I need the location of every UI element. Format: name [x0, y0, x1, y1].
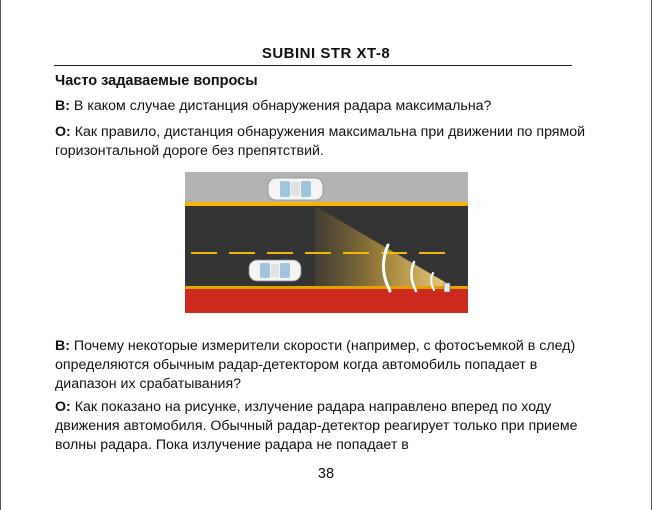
answer-label: О: [55, 124, 71, 140]
car-on-shoulder [268, 178, 323, 200]
lower-red-band [185, 289, 468, 313]
question-text: Почему некоторые измерители скорости (например, с фотосъемкой в след) определяются обычным радар-детектором когда автомобиль попадает в диапазон их срабатывания? [55, 338, 576, 392]
header-rule [54, 65, 572, 66]
answer-text: Как правило, дистанция обнаружения максимальна при движении по прямой горизонтальной дороге без препятствий. [55, 124, 586, 159]
question-2 [55, 337, 600, 394]
question-1 [55, 97, 600, 116]
section-title: Часто задаваемые вопросы [55, 73, 258, 89]
lane-markings [191, 252, 445, 254]
document-header-title: SUBINI STR XT-8 [261, 45, 391, 62]
page-border-left [0, 0, 1, 510]
radar-road-illustration [185, 172, 468, 313]
answer-text: Как показано на рисунке, излучение радара направлено вперед по ходу движения автомобиля. Обычный радар-детектор реагирует только при приеме волны радара. Пока излучение радара не попадает в [55, 399, 578, 453]
answer-1 [55, 123, 600, 161]
answer-label: О: [55, 399, 71, 415]
question-text: В каком случае дистанция обнаружения радара максимальна? [69, 98, 492, 114]
upper-curb-line [185, 202, 468, 206]
answer-2 [55, 398, 600, 455]
page-number: 38 [317, 466, 335, 482]
upper-shoulder [185, 172, 468, 202]
lower-curb-line [185, 286, 468, 289]
question-label: В: [55, 98, 70, 114]
question-label: В: [55, 338, 70, 354]
radar-device [444, 283, 450, 292]
car-on-road [249, 260, 301, 281]
